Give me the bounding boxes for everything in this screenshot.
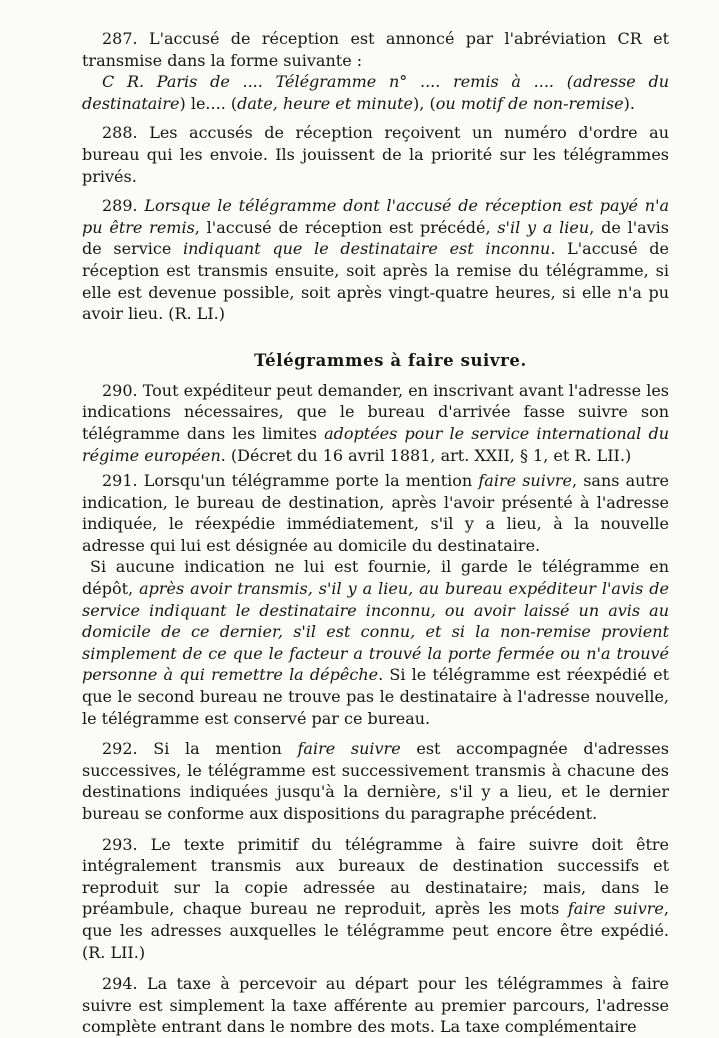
paragraph-text: , sans autre indication, le bureau de destination, après l'avoir présenté à l'adresse indiquée, le réexpédie immédiatement, s'il y a lieu, à la nouvelle adresse qui lui est désignée au domicile du destinataire. bbox=[82, 471, 669, 555]
form-text: date, heure et minute bbox=[237, 93, 414, 113]
paragraph-text: Tout expéditeur peut demander, en inscrivant avant l'adresse les indications nécessaires, que le bureau d'arrivée fasse suivre son télégramme dans les limites bbox=[82, 380, 669, 443]
paragraph-number: 292. bbox=[102, 739, 138, 759]
paragraph-text: Lorsqu'un télégramme porte la mention bbox=[137, 471, 479, 491]
form-text: ou motif de non-remise bbox=[435, 93, 624, 113]
paragraph-text: Les accusés de réception reçoivent un numéro d'ordre au bureau qui les envoie. Ils jouissent de la priorité sur les télégrammes privés. bbox=[82, 123, 669, 186]
paragraph-292 bbox=[82, 738, 669, 824]
paragraph-290 bbox=[82, 380, 669, 466]
paragraph-287 bbox=[82, 28, 669, 71]
paragraph-294 bbox=[82, 973, 669, 1038]
form-text: C R. Paris de .... Télégramme n° .... remis à .... ( bbox=[102, 72, 573, 92]
paragraph-number: 294. bbox=[102, 974, 138, 994]
form-text: ), ( bbox=[413, 93, 436, 113]
paragraph-293 bbox=[82, 834, 669, 964]
paragraph-text: , que les adresses auxquelles le télégramme peut encore être expédié. (R. LII.) bbox=[82, 899, 669, 962]
paragraph-number: 290. bbox=[102, 380, 138, 400]
paragraph-number: 288. bbox=[102, 123, 138, 143]
paragraph-text: , de l'avis de service bbox=[82, 217, 670, 259]
paragraph-italic: faire suivre bbox=[567, 899, 664, 919]
form-text: ) le.... ( bbox=[179, 93, 238, 113]
paragraph-291-continued bbox=[82, 556, 669, 729]
paragraph-text: La taxe à percevoir au départ pour les télégrammes à faire suivre est simplement la taxe afférente au premier parcours, l'adresse complète entrant dans le nombre des mots. La taxe complémentaire bbox=[82, 974, 669, 1037]
paragraph-italic: adoptées pour le service international du régime européen bbox=[82, 423, 669, 465]
paragraph-number: 291. bbox=[102, 471, 138, 491]
telegram-form-template bbox=[82, 71, 669, 114]
paragraph-italic: faire suivre bbox=[478, 471, 572, 491]
paragraph-text: Si la mention bbox=[137, 739, 298, 759]
paragraph-text: Le texte primitif du télégramme à faire suivre doit être intégralement transmis aux bureaux de destination successifs et reproduit sur la copie adressée au destinataire; mais, dans le préambule, chaque bureau ne reproduit, après les mots bbox=[82, 834, 669, 919]
paragraph-text: est accompagnée d'adresses successives, le télégramme est successivement transmis à chacune des destinations indiquées jusqu'à la dernière, s'il y a lieu, et le dernier bureau se conforme aux dispositions du paragraphe précédent. bbox=[82, 739, 669, 823]
paragraph-italic: Lorsque le télégramme dont l'accusé de réception est payé n'a pu être remis bbox=[82, 196, 669, 237]
paragraph-text: . L'accusé de réception est transmis ensuite, soit après la remise du télégramme, si elle est devenue possible, soit après vingt-quatre heures, si elle n'a pu avoir lieu. (R. LI.) bbox=[82, 239, 670, 324]
paragraph-italic: indiquant que le destinataire est inconnu bbox=[183, 239, 551, 259]
paragraph-text: . (Décret du 16 avril 1881, art. XXII, § 1, et R. LII.) bbox=[220, 445, 632, 465]
paragraph-291 bbox=[82, 470, 669, 556]
paragraph-text: Si aucune indication ne lui est fournie, il garde le télégramme en dépôt, bbox=[82, 557, 669, 599]
paragraph-text: , l'accusé de réception est précédé, bbox=[194, 217, 498, 237]
paragraph-text: L'accusé de réception est annoncé par l'abréviation CR et transmise dans la forme suivante : bbox=[82, 29, 669, 70]
paragraph-288 bbox=[82, 122, 669, 187]
paragraph-number: 293. bbox=[102, 834, 138, 854]
paragraph-text: . Si le télégramme est réexpédié et que le second bureau ne trouve pas le destinataire à l'adresse nouvelle, le télégramme est conservé par ce bureau. bbox=[82, 665, 669, 728]
paragraph-italic: s'il y a lieu bbox=[497, 217, 590, 237]
form-text: ). bbox=[623, 93, 635, 113]
paragraph-italic: faire suivre bbox=[297, 739, 401, 759]
section-title: Télégrammes à faire suivre. bbox=[254, 350, 527, 370]
paragraph-number: 289. bbox=[102, 196, 138, 216]
form-text: adresse du destinataire bbox=[82, 72, 670, 113]
paragraph-italic: après avoir transmis, s'il y a lieu, au bureau expéditeur l'avis de service indiquant le destinataire inconnu, ou avoir laissé un avis au domicile de ce dernier, s'il est connu, et si la non-remise provient simplement de ce que le facteur a trouvé la porte fermée ou n'a trouvé personne à qui remettre la dépêche bbox=[82, 579, 669, 685]
paragraph-number: 287. bbox=[102, 29, 138, 48]
paragraph-289 bbox=[82, 195, 669, 325]
